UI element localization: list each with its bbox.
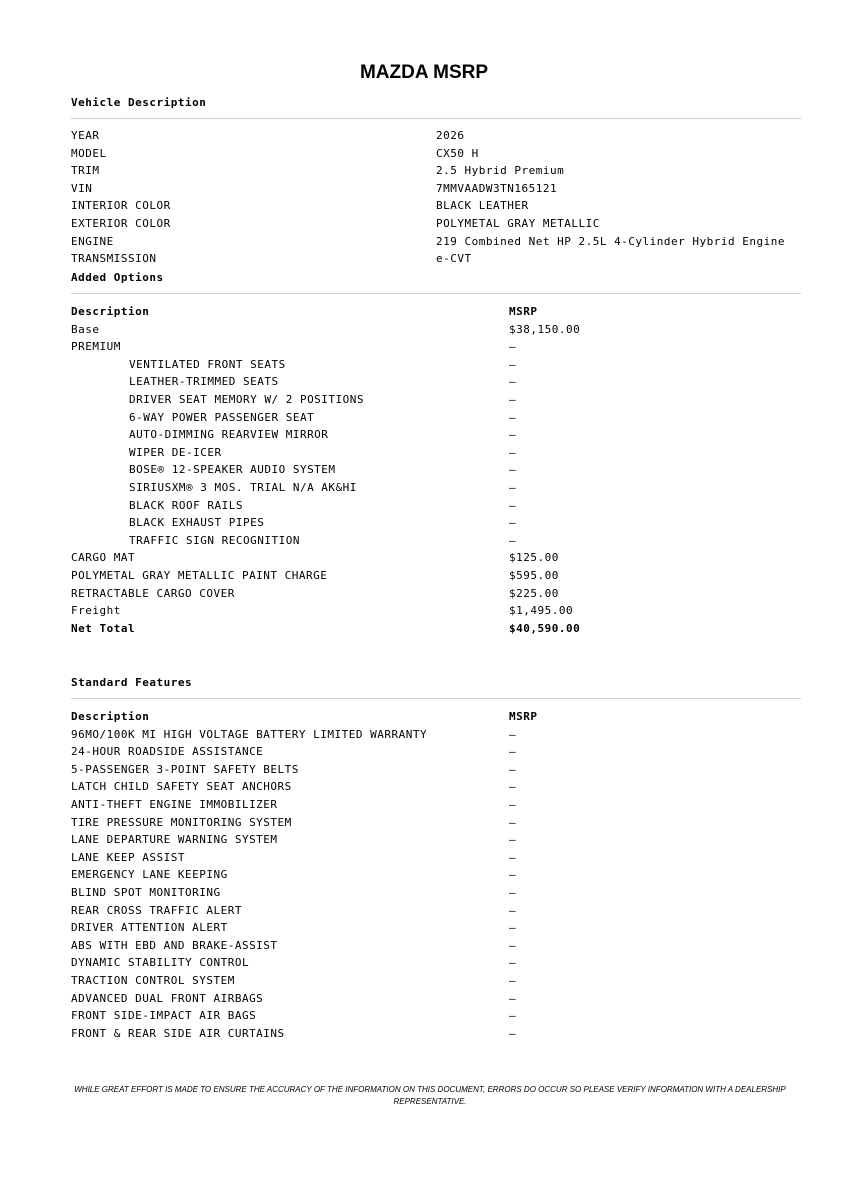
row-label: RETRACTABLE CARGO COVER bbox=[71, 586, 235, 600]
row-value: — bbox=[509, 445, 517, 459]
row-label: LANE DEPARTURE WARNING SYSTEM bbox=[71, 833, 278, 847]
feature-row bbox=[71, 972, 801, 990]
row-label: LATCH CHILD SAFETY SEAT ANCHORS bbox=[71, 780, 292, 794]
row-value: — bbox=[509, 480, 517, 494]
row-label: ABS WITH EBD AND BRAKE-ASSIST bbox=[71, 938, 278, 952]
row-value: — bbox=[509, 762, 517, 776]
option-row bbox=[71, 549, 801, 567]
vehicle-description-row bbox=[71, 145, 801, 163]
row-value: — bbox=[509, 745, 517, 759]
row-label: TRANSMISSION bbox=[71, 252, 157, 266]
row-value: — bbox=[509, 516, 517, 530]
disclaimer-text: WHILE GREAT EFFORT IS MADE TO ENSURE THE ACCURACY OF THE INFORMATION ON THIS DOCUMENT, ERRORS DO OCCUR SO PLEASE VERIFY INFORMATION WITH A DEALERSHIP REPRESENTATIVE. bbox=[74, 1085, 786, 1106]
option-row bbox=[71, 409, 801, 427]
column-header-msrp: MSRP bbox=[509, 305, 538, 318]
option-row bbox=[71, 391, 801, 409]
divider bbox=[71, 293, 801, 294]
vehicle-description-row bbox=[71, 197, 801, 215]
row-label: PREMIUM bbox=[71, 340, 121, 354]
feature-row bbox=[71, 919, 801, 937]
feature-row bbox=[71, 849, 801, 867]
row-value: — bbox=[509, 498, 517, 512]
row-label: TRAFFIC SIGN RECOGNITION bbox=[129, 533, 300, 547]
row-label: EXTERIOR COLOR bbox=[71, 216, 171, 230]
row-value: 2.5 Hybrid Premium bbox=[436, 164, 565, 178]
row-label: BLACK EXHAUST PIPES bbox=[129, 516, 265, 530]
row-label: ANTI-THEFT ENGINE IMMOBILIZER bbox=[71, 797, 278, 811]
row-value: $1,495.00 bbox=[509, 604, 574, 618]
row-label: ADVANCED DUAL FRONT AIRBAGS bbox=[71, 991, 264, 1005]
row-label: EMERGENCY LANE KEEPING bbox=[71, 868, 228, 882]
row-value: POLYMETAL GRAY METALLIC bbox=[436, 216, 600, 230]
row-value: — bbox=[509, 815, 517, 829]
option-row bbox=[71, 567, 801, 585]
vehicle-description-section bbox=[71, 95, 801, 268]
row-value: — bbox=[509, 392, 517, 406]
row-label: 6-WAY POWER PASSENGER SEAT bbox=[129, 410, 315, 424]
feature-row bbox=[71, 937, 801, 955]
vehicle-description-row bbox=[71, 162, 801, 180]
row-label: CARGO MAT bbox=[71, 551, 136, 565]
row-label: DYNAMIC STABILITY CONTROL bbox=[71, 956, 250, 970]
added-options-section bbox=[71, 270, 801, 637]
row-label: BOSE® 12-SPEAKER AUDIO SYSTEM bbox=[129, 463, 336, 477]
vehicle-description-row bbox=[71, 127, 801, 145]
row-value: BLACK LEATHER bbox=[436, 199, 529, 213]
row-value: — bbox=[509, 956, 517, 970]
row-label: 5-PASSENGER 3-POINT SAFETY BELTS bbox=[71, 762, 299, 776]
row-label: 96MO/100K MI HIGH VOLTAGE BATTERY LIMITED WARRANTY bbox=[71, 727, 428, 741]
vehicle-description-row bbox=[71, 250, 801, 268]
feature-row bbox=[71, 743, 801, 761]
divider bbox=[71, 118, 801, 119]
vehicle-description-heading: Vehicle Description bbox=[71, 96, 207, 109]
option-row bbox=[71, 444, 801, 462]
row-value: 2026 bbox=[436, 129, 465, 142]
row-value: $595.00 bbox=[509, 568, 559, 582]
feature-row bbox=[71, 884, 801, 902]
row-label: TRACTION CONTROL SYSTEM bbox=[71, 973, 235, 987]
row-value: 7MMVAADW3TN165121 bbox=[436, 181, 558, 195]
option-row bbox=[71, 356, 801, 374]
added-options-header-row bbox=[71, 303, 801, 321]
option-row bbox=[71, 321, 801, 339]
row-value: — bbox=[509, 340, 517, 354]
column-header-description: Description bbox=[71, 710, 150, 723]
row-value: $125.00 bbox=[509, 551, 559, 565]
option-row bbox=[71, 338, 801, 356]
column-header-msrp: MSRP bbox=[509, 710, 538, 723]
row-label: TRIM bbox=[71, 164, 100, 178]
row-label: TIRE PRESSURE MONITORING SYSTEM bbox=[71, 815, 292, 829]
row-value: — bbox=[509, 885, 517, 899]
row-value: — bbox=[509, 938, 517, 952]
vehicle-description-list bbox=[71, 127, 801, 268]
row-label: SIRIUSXM® 3 MOS. TRIAL N/A AK&HI bbox=[129, 480, 357, 494]
row-label: BLIND SPOT MONITORING bbox=[71, 885, 221, 899]
feature-row bbox=[71, 761, 801, 779]
row-label: REAR CROSS TRAFFIC ALERT bbox=[71, 903, 242, 917]
row-label: FRONT SIDE-IMPACT AIR BAGS bbox=[71, 1009, 257, 1023]
standard-features-section bbox=[71, 675, 801, 1042]
feature-row bbox=[71, 796, 801, 814]
row-value: — bbox=[509, 797, 517, 811]
net-total-row bbox=[71, 620, 801, 638]
row-value: e-CVT bbox=[436, 252, 472, 266]
row-value: — bbox=[509, 780, 517, 794]
row-value: — bbox=[509, 921, 517, 935]
vehicle-description-row bbox=[71, 215, 801, 233]
net-total-value: $40,590.00 bbox=[509, 621, 581, 635]
standard-features-list bbox=[71, 726, 801, 1043]
row-value: — bbox=[509, 850, 517, 864]
document-title: MAZDA MSRP bbox=[359, 62, 489, 83]
option-row bbox=[71, 514, 801, 532]
row-value: — bbox=[509, 727, 517, 741]
row-value: $38,150.00 bbox=[509, 322, 581, 336]
standard-features-header-row bbox=[71, 708, 801, 726]
row-value: — bbox=[509, 903, 517, 917]
row-value: — bbox=[509, 428, 517, 442]
vehicle-description-row bbox=[71, 180, 801, 198]
vehicle-description-row bbox=[71, 233, 801, 251]
feature-row bbox=[71, 902, 801, 920]
row-label: BLACK ROOF RAILS bbox=[129, 498, 243, 512]
row-label: YEAR bbox=[71, 129, 100, 142]
option-row bbox=[71, 497, 801, 515]
standard-features-heading: Standard Features bbox=[71, 676, 193, 689]
option-row bbox=[71, 461, 801, 479]
row-value: — bbox=[509, 1009, 517, 1023]
feature-row bbox=[71, 778, 801, 796]
row-value: — bbox=[509, 991, 517, 1005]
column-header-description: Description bbox=[71, 305, 150, 318]
row-value: — bbox=[509, 410, 517, 424]
row-value: 219 Combined Net HP 2.5L 4-Cylinder Hybrid Engine bbox=[436, 234, 786, 248]
divider bbox=[71, 698, 801, 699]
option-row bbox=[71, 373, 801, 391]
feature-row bbox=[71, 814, 801, 832]
row-label: WIPER DE-ICER bbox=[129, 445, 222, 459]
feature-row bbox=[71, 1007, 801, 1025]
row-value: — bbox=[509, 357, 517, 371]
row-label: POLYMETAL GRAY METALLIC PAINT CHARGE bbox=[71, 568, 328, 582]
row-label: DRIVER ATTENTION ALERT bbox=[71, 921, 228, 935]
row-value: — bbox=[509, 533, 517, 547]
row-label: LEATHER-TRIMMED SEATS bbox=[129, 375, 279, 389]
option-row bbox=[71, 479, 801, 497]
feature-row bbox=[71, 990, 801, 1008]
row-value: — bbox=[509, 868, 517, 882]
option-row bbox=[71, 602, 801, 620]
option-row bbox=[71, 426, 801, 444]
row-label: INTERIOR COLOR bbox=[71, 199, 171, 213]
option-row bbox=[71, 532, 801, 550]
added-options-list bbox=[71, 321, 801, 620]
option-row bbox=[71, 585, 801, 603]
row-label: Base bbox=[71, 322, 100, 336]
row-label: FRONT & REAR SIDE AIR CURTAINS bbox=[71, 1026, 285, 1040]
row-value: — bbox=[509, 1026, 517, 1040]
row-label: LANE KEEP ASSIST bbox=[71, 850, 185, 864]
row-label: AUTO-DIMMING REARVIEW MIRROR bbox=[129, 428, 329, 442]
row-label: DRIVER SEAT MEMORY W/ 2 POSITIONS bbox=[129, 392, 365, 406]
row-label: VENTILATED FRONT SEATS bbox=[129, 357, 286, 371]
row-value: CX50 H bbox=[436, 146, 479, 160]
row-value: $225.00 bbox=[509, 586, 559, 600]
net-total-label: Net Total bbox=[71, 621, 136, 635]
row-label: 24-HOUR ROADSIDE ASSISTANCE bbox=[71, 745, 264, 759]
row-label: VIN bbox=[71, 181, 93, 195]
row-label: ENGINE bbox=[71, 234, 114, 248]
row-value: — bbox=[509, 833, 517, 847]
feature-row bbox=[71, 1025, 801, 1043]
row-label: MODEL bbox=[71, 146, 107, 160]
added-options-heading: Added Options bbox=[71, 271, 164, 284]
row-label: Freight bbox=[71, 604, 121, 618]
row-value: — bbox=[509, 463, 517, 477]
row-value: — bbox=[509, 973, 517, 987]
feature-row bbox=[71, 831, 801, 849]
row-value: — bbox=[509, 375, 517, 389]
feature-row bbox=[71, 954, 801, 972]
feature-row bbox=[71, 726, 801, 744]
feature-row bbox=[71, 866, 801, 884]
